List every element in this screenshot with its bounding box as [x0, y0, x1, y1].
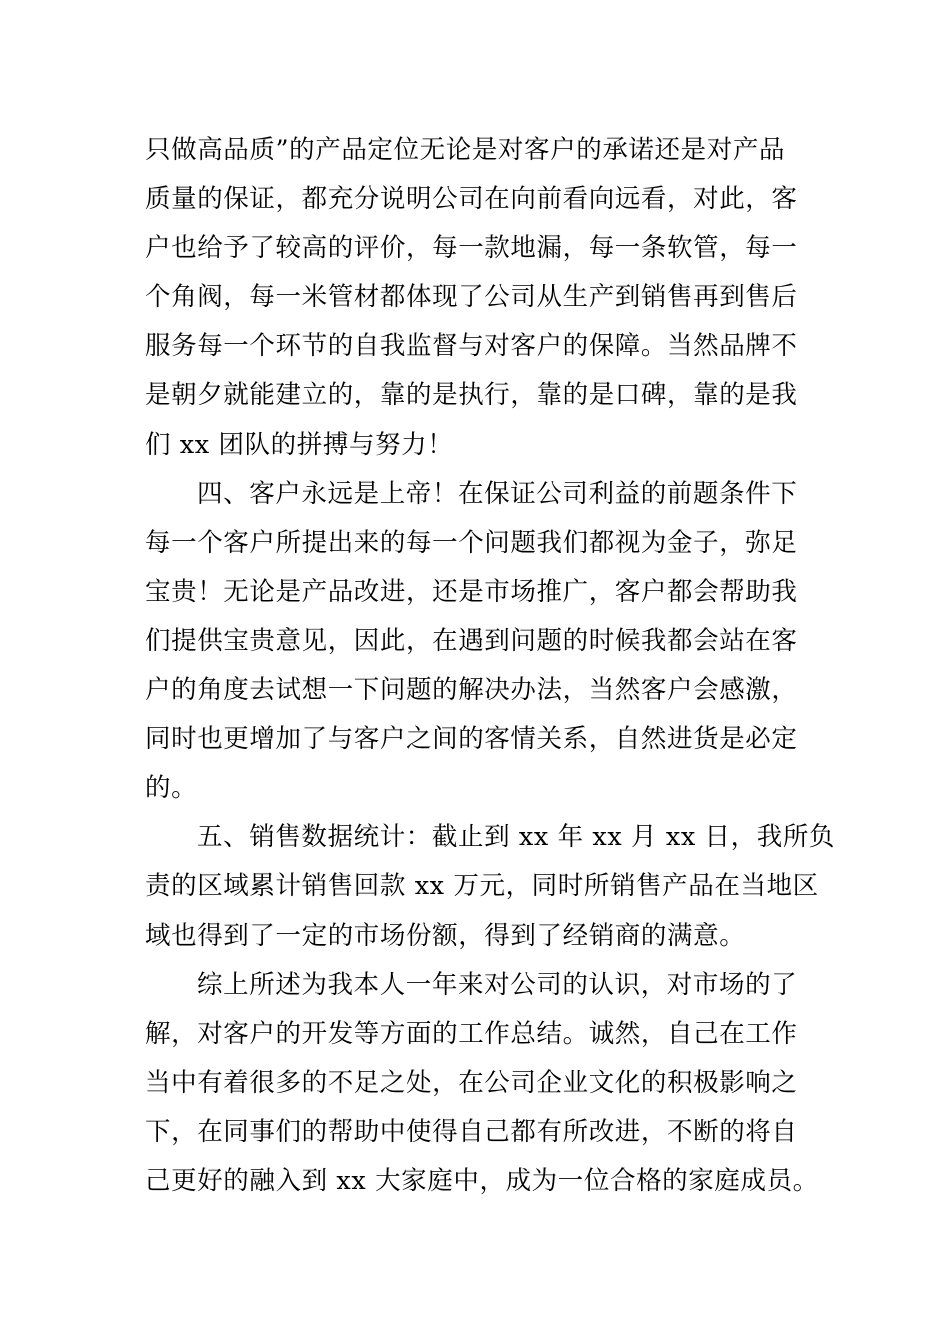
text-line: 服务每一个环节的自我监督与对客户的保障。当然品牌不 [145, 331, 798, 362]
text-line: 个角阀，每一米管材都体现了公司从生产到销售再到售后 [145, 282, 798, 313]
text-line: 的。 [145, 773, 198, 804]
document-body [145, 126, 836, 1206]
text-line: 户也给予了较高的评价，每一款地漏，每一条软管，每一 [145, 233, 798, 264]
text-line: 只做高品质”的产品定位无论是对客户的承诺还是对产品 [145, 135, 786, 165]
paragraph-first-line: 五、销售数据统计：截止到 xx 年 xx 月 xx 日，我所负 [197, 822, 836, 853]
paragraph-first-line: 四、客户永远是上帝！在保证公司利益的前题条件下 [197, 478, 798, 509]
text-line: 当中有着很多的不足之处，在公司企业文化的积极影响之 [145, 1067, 798, 1098]
text-line: 责的区域累计销售回款 xx 万元，同时所销售产品在当地区 [145, 871, 819, 902]
text-line: 同时也更增加了与客户之间的客情关系，自然进货是必定 [145, 724, 798, 755]
text-line: 是朝夕就能建立的，靠的是执行，靠的是口碑，靠的是我 [145, 380, 798, 411]
text-line: 解，对客户的开发等方面的工作总结。诚然，自己在工作 [145, 1018, 798, 1049]
paragraph-first-line: 综上所述为我本人一年来对公司的认识，对市场的了 [197, 969, 798, 1000]
text-line: 宝贵！无论是产品改进，还是市场推广，客户都会帮助我 [145, 576, 798, 607]
text-line: 己更好的融入到 xx 大家庭中，成为一位合格的家庭成员。 [145, 1165, 819, 1196]
text-line: 户的角度去试想一下问题的解决办法，当然客户会感激， [145, 675, 798, 706]
text-line: 们提供宝贵意见，因此，在遇到问题的时候我都会站在客 [145, 625, 798, 656]
text-line: 下，在同事们的帮助中使得自己都有所改进，不断的将自 [145, 1116, 798, 1147]
text-line: 域也得到了一定的市场份额，得到了经销商的满意。 [145, 920, 746, 951]
text-line: 质量的保证，都充分说明公司在向前看向远看，对此，客 [145, 184, 798, 215]
text-line: 们 xx 团队的拼搏与努力！ [145, 429, 454, 460]
text-line: 每一个客户所提出来的每一个问题我们都视为金子，弥足 [145, 527, 798, 558]
